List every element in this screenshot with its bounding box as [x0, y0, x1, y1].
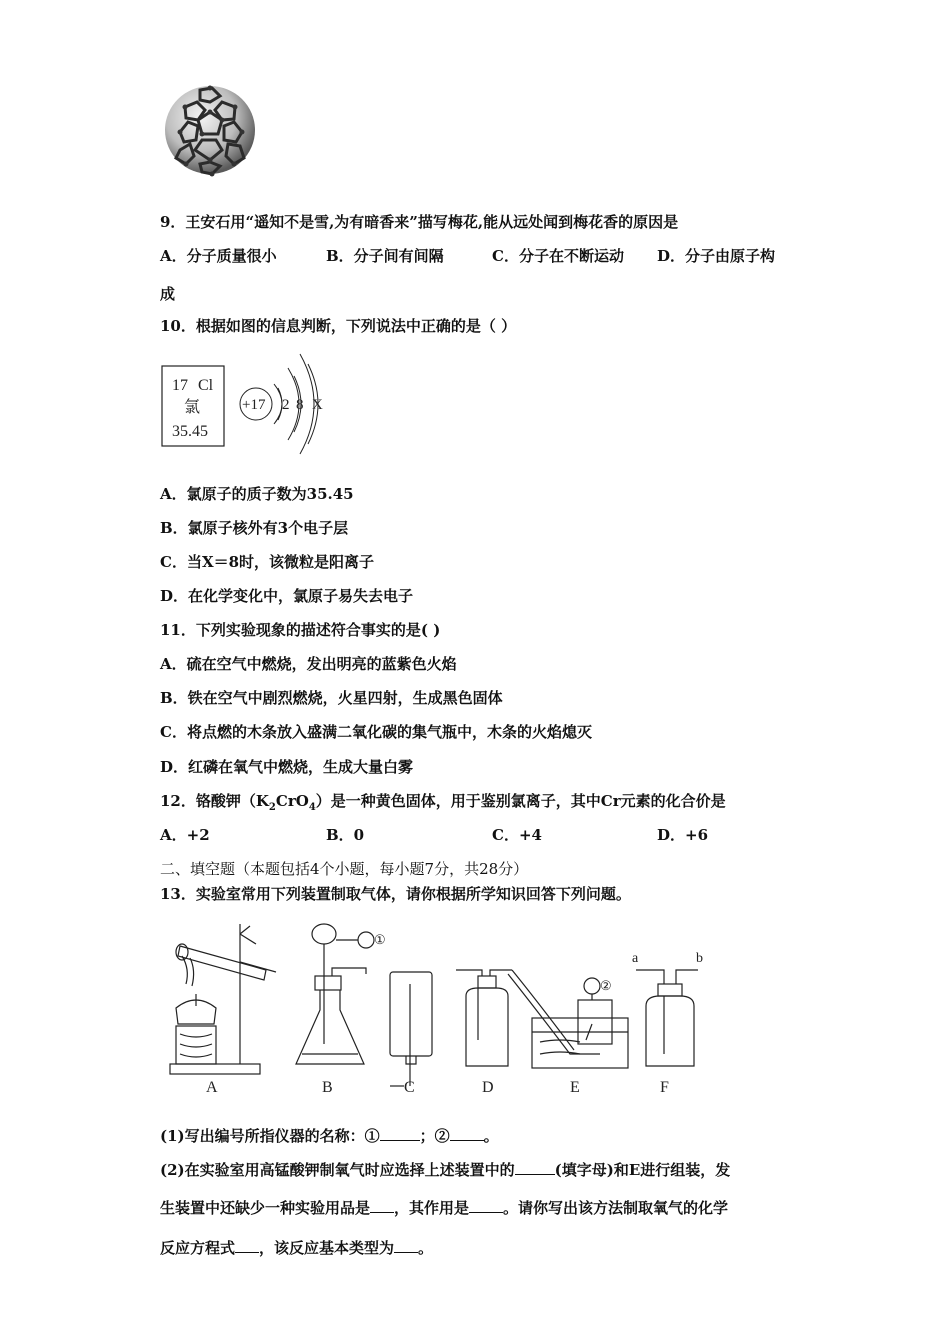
q13-part2-line1 [160, 1160, 730, 1180]
q11-option-b: B．铁在空气中剧烈燃烧，火星四射，生成黑色固体 [160, 689, 503, 707]
q13-part2-line3 [160, 1238, 433, 1258]
marker-2: ② [600, 978, 612, 993]
fullerene-molecule-image [160, 82, 260, 178]
q11-option-d: D．红磷在氧气中燃烧，生成大量白雾 [160, 758, 414, 776]
q13-part2-text2: (填字母)和E进行组装，发 [554, 1161, 731, 1179]
port-a-label: a [632, 951, 639, 966]
q12-option-d: D．+6 [657, 826, 709, 844]
label-a: A [206, 1079, 218, 1096]
atom-nucleus: +17 [242, 397, 266, 413]
section-heading: 二、填空题（本题包括4个小题，每小题7分，共28分） [160, 860, 529, 878]
q12-option-a: A．+2 [160, 826, 210, 844]
q9-option-d: D．分子由原子构 [657, 247, 776, 265]
q9-stem: 9．王安石用“遥知不是雪,为有暗香来”描写梅花,能从远处闻到梅花香的原因是 [160, 213, 679, 231]
label-c: C [404, 1079, 415, 1096]
q9-option-a: A．分子质量很小 [160, 247, 277, 265]
q9-option-b: B．分子间有间隔 [326, 247, 444, 265]
q12-stem-part3: ）是一种黄色固体，用于鉴别氯离子，其中Cr元素的化合价是 [315, 792, 726, 810]
q12-sub2: 4 [308, 802, 316, 813]
q11-option-c: C．将点燃的木条放入盛满二氧化碳的集气瓶中，木条的火焰熄灭 [160, 723, 592, 741]
q13-part1 [160, 1126, 499, 1146]
q10-option-a: A．氯原子的质子数为35.45 [160, 485, 354, 503]
answer-blank[interactable] [469, 1198, 503, 1213]
q12-sub1: 2 [268, 802, 276, 813]
apparatus-b [296, 924, 374, 1064]
q12-option-c: C．+4 [492, 826, 542, 844]
q10-option-c: C．当X＝8时，该微粒是阳离子 [160, 553, 375, 571]
element-symbol: Cl [198, 377, 214, 394]
element-number: 17 [172, 377, 188, 394]
q13-part2-text3: 生装置中还缺少一种实验用品是 [160, 1199, 371, 1217]
element-name: 氯 [184, 399, 201, 416]
q13-stem: 13．实验室常用下列装置制取气体，请你根据所学知识回答下列问题。 [160, 885, 631, 903]
answer-blank[interactable] [515, 1160, 555, 1175]
q11-option-a: A．硫在空气中燃烧，发出明亮的蓝紫色火焰 [160, 655, 457, 673]
chlorine-element-figure [158, 346, 338, 458]
label-f: F [660, 1079, 669, 1096]
q12-option-b: B．0 [326, 826, 365, 844]
q9-option-c: C．分子在不断运动 [492, 247, 624, 265]
q9-option-d-wrap: 成 [160, 285, 176, 303]
label-e: E [570, 1079, 580, 1096]
atom-shell-3: X [312, 397, 323, 413]
q11-stem: 11．下列实验现象的描述符合事实的是( ) [160, 621, 441, 639]
answer-blank[interactable] [450, 1126, 484, 1141]
apparatus-f [636, 970, 698, 1066]
q13-part2-text6: 反应方程式 [160, 1239, 236, 1257]
q13-part1-text: (1)写出编号所指仪器的名称：① [160, 1127, 380, 1145]
q13-part2-text4: ，其作用是 [394, 1199, 470, 1217]
answer-blank[interactable] [370, 1198, 394, 1213]
q12-stem [160, 791, 726, 818]
atom-shell-1: 2 [282, 397, 290, 413]
lab-apparatus-figure [160, 914, 720, 1104]
label-d: D [482, 1079, 494, 1096]
q13-part2-text7: ，该反应基本类型为 [259, 1239, 395, 1257]
element-mass: 35.45 [172, 423, 208, 440]
port-b-label: b [696, 951, 703, 966]
q13-part1-sep: ；② [419, 1127, 450, 1145]
answer-blank[interactable] [235, 1238, 259, 1253]
marker-1: ① [374, 932, 386, 947]
q12-stem-part2: CrO [275, 792, 309, 810]
q12-stem-part1: 12．铬酸钾（K [160, 792, 269, 810]
q13-part2-text5: 。请你写出该方法制取氧气的化学 [503, 1199, 729, 1217]
atom-shell-2: 8 [296, 397, 304, 413]
apparatus-c [390, 972, 432, 1086]
answer-blank[interactable] [394, 1238, 418, 1253]
apparatus-d [456, 970, 512, 1066]
q10-option-d: D．在化学变化中，氯原子易失去电子 [160, 587, 414, 605]
label-b: B [322, 1079, 333, 1096]
q13-part2-line2 [160, 1198, 728, 1218]
q13-part1-end: 。 [483, 1127, 499, 1145]
q10-option-b: B．氯原子核外有3个电子层 [160, 519, 349, 537]
answer-blank[interactable] [380, 1126, 420, 1141]
q13-part2-text8: 。 [418, 1239, 434, 1257]
q10-stem: 10．根据如图的信息判断，下列说法中正确的是（ ） [160, 317, 517, 335]
q13-part2-text1: (2)在实验室用高锰酸钾制氧气时应选择上述装置中的 [160, 1161, 515, 1179]
apparatus-a [170, 924, 276, 1074]
